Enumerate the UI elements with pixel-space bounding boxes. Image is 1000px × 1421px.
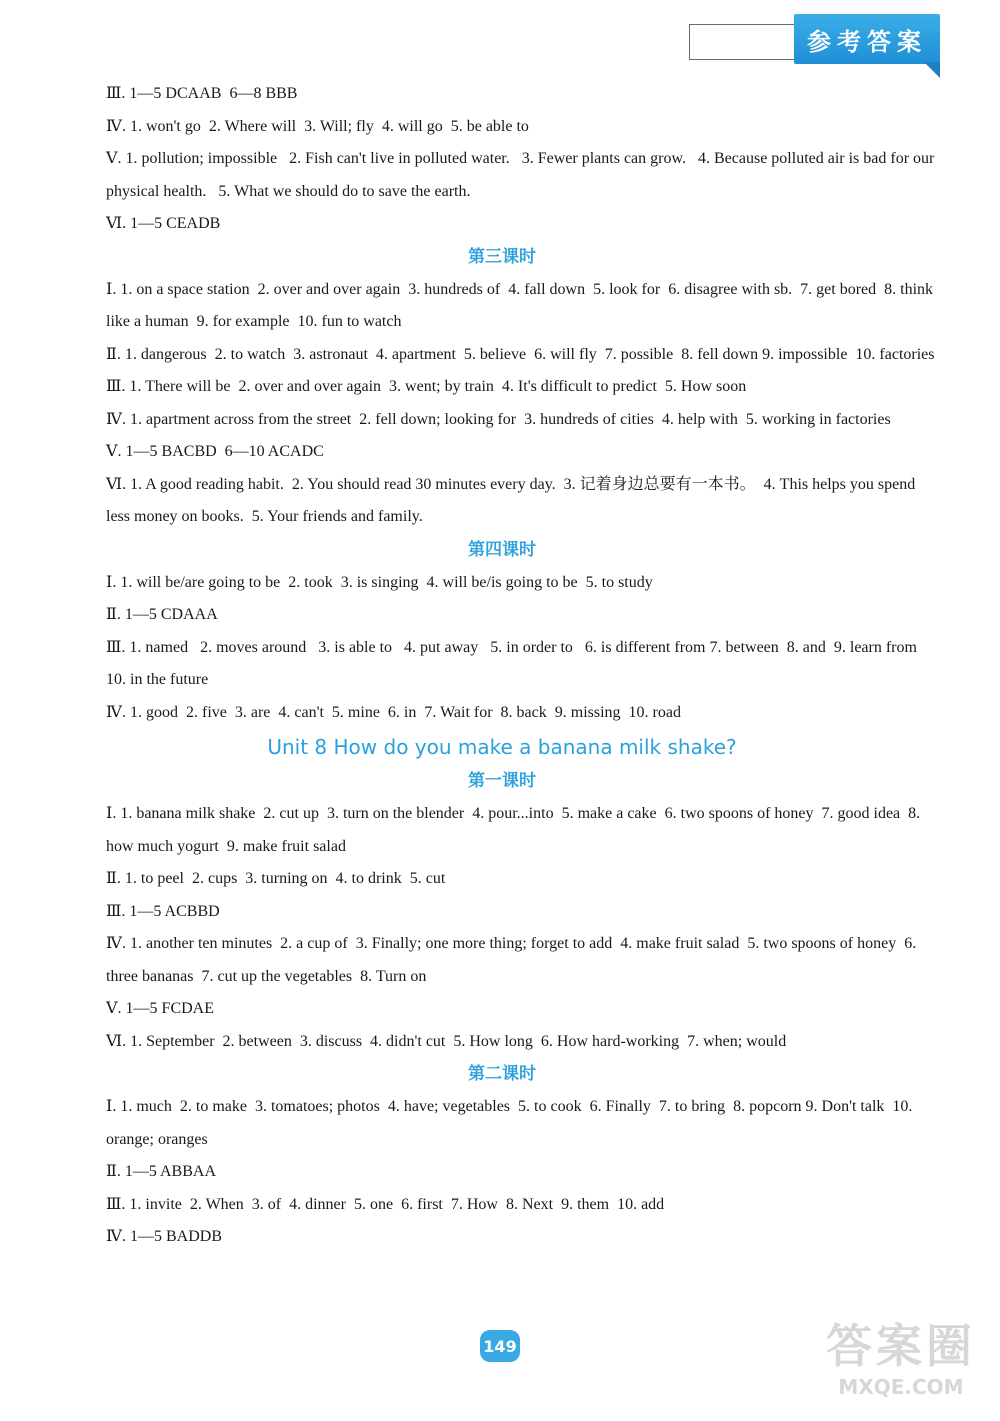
lesson-heading: 第三课时: [468, 246, 536, 267]
answer-line: Ⅴ. 1—5 BACBD 6—10 ACADC: [106, 443, 324, 460]
answer-line: Ⅲ. 1—5 ACBBD: [106, 902, 220, 920]
answer-line: Ⅵ. 1. A good reading habit. 2. You should read 30 minutes every day. 3. 记着身边总要有一本书。 4. This helps you spend less money on books. 5. Your friends and family.: [106, 475, 920, 525]
answer-line: Ⅱ. 1. to peel 2. cups 3. turning on 4. to drink 5. cut: [106, 870, 446, 887]
answer-line: Ⅳ. 1. won't go 2. Where will 3. Will; fly 4. will go 5. be able to: [106, 117, 529, 135]
answer-line: Ⅳ. 1. good 2. five 3. are 4. can't 5. mine 6. in 7. Wait for 8. back 9. missing 10. road: [106, 703, 681, 721]
answer-line: Ⅰ. 1. banana milk shake 2. cut up 3. turn on the blender 4. pour...into 5. make a cake 6. two spoons of honey 7. good idea 8. how much yogurt 9. make fruit salad: [106, 805, 925, 855]
answer-line: Ⅱ. 1—5 CDAAA: [106, 606, 218, 623]
answer-line: Ⅵ. 1. September 2. between 3. discuss 4. didn't cut 5. How long 6. How hard-working 7. when; would: [106, 1032, 787, 1050]
watermark-logo: [808, 1318, 994, 1414]
answer-line: Ⅳ. 1. apartment across from the street 2. fell down; looking for 3. hundreds of cities 4. help with 5. working in factories: [106, 410, 891, 428]
answer-line: Ⅰ. 1. much 2. to make 3. tomatoes; photos 4. have; vegetables 5. to cook 6. Finally 7. to bring 8. popcorn 9. Don't talk 10. orange; oranges: [106, 1098, 917, 1148]
answer-line: Ⅲ. 1. named 2. moves around 3. is able to 4. put away 5. in order to 6. is different from 7. between 8. and 9. learn from 10. in the future: [106, 638, 925, 688]
page-number: 149: [480, 1330, 520, 1362]
answer-content: [68, 78, 939, 1254]
answer-line: Ⅵ. 1—5 CEADB: [106, 215, 221, 232]
lesson-heading: 第一课时: [468, 771, 536, 791]
answer-key-banner: 参考答案: [794, 14, 940, 64]
answer-line: Ⅲ. 1—5 DCAAB 6—8 BBB: [106, 85, 298, 102]
answer-line: Ⅲ. 1. invite 2. When 3. of 4. dinner 5. one 6. first 7. How 8. Next 9. them 10. add: [106, 1195, 665, 1213]
header-label-box: [689, 24, 800, 60]
answer-line: Ⅰ. 1. will be/are going to be 2. took 3. is singing 4. will be/is going to be 5. to study: [106, 573, 653, 591]
answer-line: Ⅲ. 1. There will be 2. over and over again 3. went; by train 4. It's difficult to predict 5. How soon: [106, 378, 747, 395]
watermark-top-text: 答案圈: [826, 1319, 976, 1373]
answer-line: Ⅳ. 1. another ten minutes 2. a cup of 3. Finally; one more thing; forget to add 4. make fruit salad 5. two spoons of honey 6. three bananas 7. cut up the vegetables 8. Turn on: [106, 935, 921, 985]
answer-line: Ⅳ. 1—5 BADDB: [106, 1228, 222, 1245]
unit-title: Unit 8 How do you make a banana milk shake?: [267, 735, 737, 759]
answer-line: Ⅴ. 1. pollution; impossible 2. Fish can't live in polluted water. 3. Fewer plants can grow. 4. Because polluted air is bad for our physical health. 5. What we should do to save the earth.: [106, 150, 939, 200]
answer-line: Ⅴ. 1—5 FCDAE: [106, 1000, 215, 1017]
answer-line: Ⅱ. 1. dangerous 2. to watch 3. astronaut 4. apartment 5. believe 6. will fly 7. possible 8. fell down 9. impossible 10. factories: [106, 345, 935, 363]
banner-fold-corner: [924, 62, 940, 78]
answer-line: Ⅱ. 1—5 ABBAA: [106, 1163, 216, 1180]
watermark-bottom-text: MXQE.COM: [838, 1375, 964, 1399]
answer-line: Ⅰ. 1. on a space station 2. over and over again 3. hundreds of 4. fall down 5. look for 6. disagree with sb. 7. get bored 8. think like a human 9. for example 10. fun to watch: [106, 280, 938, 330]
lesson-heading: 第四课时: [468, 539, 536, 560]
lesson-heading: 第二课时: [468, 1064, 536, 1084]
